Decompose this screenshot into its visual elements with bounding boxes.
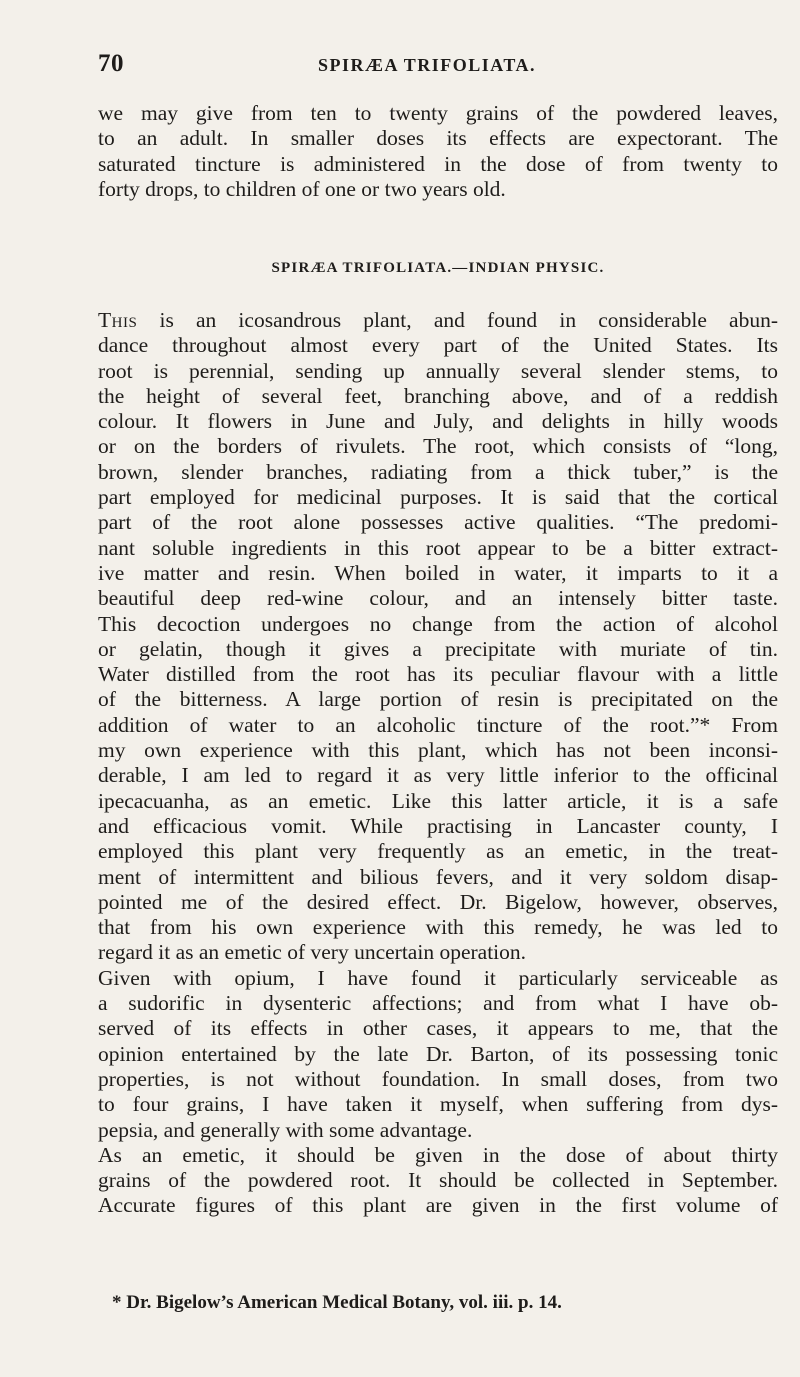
text-line: we may give from ten to twenty grains of the powdered leaves, [98, 101, 778, 125]
text-line: employed this plant very frequently as an emetic, in the treat- [98, 839, 778, 864]
first-line-rest: is an icosandrous plant, and found in considerable abun- [137, 308, 778, 332]
text-line: served of its effects in other cases, it appears to me, that the [98, 1016, 778, 1041]
page-header [98, 50, 778, 90]
footnote: * Dr. Bigelow’s American Medical Botany, vol. iii. p. 14. [112, 1292, 562, 1313]
text-line: Water distilled from the root has its peculiar flavour with a little [98, 662, 778, 687]
text-line: pointed me of the desired effect. Dr. Bigelow, however, observes, [98, 889, 778, 914]
text-line: beautiful deep red-wine colour, and an intensely bitter taste. [98, 586, 778, 611]
text-line: part employed for medicinal purposes. It is said that the cortical [98, 485, 778, 510]
text-line: and efficacious vomit. While practising in Lancaster county, I [98, 813, 778, 838]
body-text [98, 308, 778, 1219]
text-line: forty drops, to children of one or two years old. [98, 176, 506, 201]
text-line-first [98, 308, 778, 333]
text-line: addition of water to an alcoholic tincture of the root.”* From [98, 712, 778, 737]
page-number: 70 [98, 50, 124, 77]
text-line: pepsia, and generally with some advantage. [98, 1117, 473, 1142]
text-line: This decoction undergoes no change from the action of alcohol [98, 611, 778, 636]
text-line: to an adult. In smaller doses its effects are expectorant. The [98, 126, 778, 151]
text-line: nant soluble ingredients in this root appear to be a bitter extract- [98, 535, 778, 560]
text-line: ive matter and resin. When boiled in water, it imparts to it a [98, 560, 778, 585]
running-head: SPIRÆA TRIFOLIATA. [318, 55, 537, 75]
text-line: opinion entertained by the late Dr. Barton, of its possessing tonic [98, 1041, 778, 1066]
section-heading: SPIRÆA TRIFOLIATA.—INDIAN PHYSIC. [271, 260, 605, 276]
text-line: dance throughout almost every part of the United States. Its [98, 333, 778, 358]
text-line: saturated tincture is administered in the dose of from twenty to [98, 151, 778, 176]
text-line: brown, slender branches, radiating from a thick tuber,” is the [98, 459, 778, 484]
text-line: part of the root alone possesses active qualities. “The predomi- [98, 510, 778, 535]
text-line: my own experience with this plant, which has not been inconsi- [98, 738, 778, 763]
text-line: the height of several feet, branching above, and of a reddish [98, 383, 778, 408]
text-line: that from his own experience with this remedy, he was led to [98, 915, 778, 940]
text-line: to four grains, I have taken it myself, when suffering from dys- [98, 1092, 778, 1117]
text-line: properties, is not without foundation. In small doses, from two [98, 1066, 778, 1091]
text-line: derable, I am led to regard it as very little inferior to the officinal [98, 763, 778, 788]
text-line: of the bitterness. A large portion of resin is precipitated on the [98, 687, 778, 712]
text-line: or on the borders of rivulets. The root, which consists of “long, [98, 434, 778, 459]
text-line: a sudorific in dysenteric affections; and from what I have ob- [98, 991, 778, 1016]
text-line: As an emetic, it should be given in the dose of about thirty [98, 1142, 778, 1167]
text-line: or gelatin, though it gives a precipitate with muriate of tin. [98, 636, 778, 661]
lead-word: This [98, 308, 138, 332]
text-line: regard it as an emetic of very uncertain operation. [98, 940, 527, 965]
intro-paragraph [98, 101, 778, 202]
text-line: Accurate figures of this plant are given in the first volume of [98, 1193, 778, 1218]
text-line: grains of the powdered root. It should be collected in September. [98, 1168, 778, 1193]
text-line: colour. It flowers in June and July, and delights in hilly woods [98, 409, 778, 434]
text-line: ment of intermittent and bilious fevers, and it very soldom disap- [98, 864, 778, 889]
text-line: Given with opium, I have found it particularly serviceable as [98, 965, 778, 990]
text-line: root is perennial, sending up annually several slender stems, to [98, 358, 778, 383]
text-line: ipecacuanha, as an emetic. Like this latter article, it is a safe [98, 788, 778, 813]
